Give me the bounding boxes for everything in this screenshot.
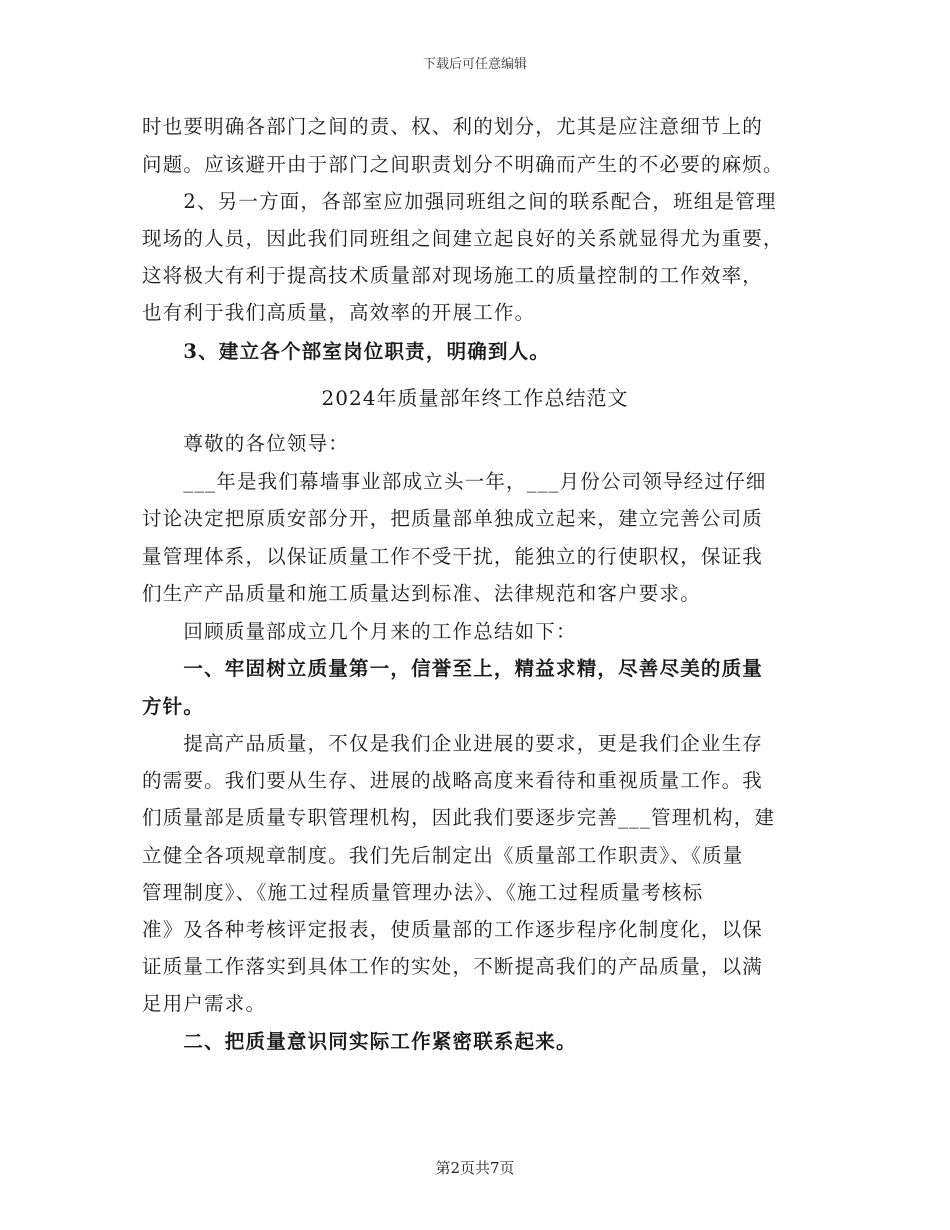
paragraph-line: 提高产品质量，不仅是我们企业进展的要求，更是我们企业生存 <box>142 732 764 755</box>
paragraph-line: 证质量工作落实到具体工作的实处，不断提高我们的产品质量，以满 <box>142 955 764 978</box>
section-heading: 二、把质量意识同实际工作紧密联系起来。 <box>142 1030 577 1053</box>
paragraph-line: 现场的人员，因此我们同班组之间建立起良好的关系就显得尤为重要， <box>142 227 784 250</box>
paragraph-line: 2、另一方面，各部室应加强同班组之间的联系配合，班组是管理 <box>142 190 777 213</box>
paragraph-line: ___年是我们幕墙事业部成立头一年，___月份公司领导经过仔细 <box>142 470 767 493</box>
section-heading: 方针。 <box>142 695 205 718</box>
paragraph-line: 时也要明确各部门之间的责、权、利的划分，尤其是应注意细节上的 <box>142 115 764 138</box>
paragraph-line: 们质量部是质量专职管理机构，因此我们要逐步完善___管理机构，建 <box>142 806 776 829</box>
paragraph-line: 这将极大有利于提高技术质量部对现场施工的质量控制的工作效率， <box>142 264 764 287</box>
paragraph-line: 量管理体系，以保证质量工作不受干扰，能独立的行使职权，保证我 <box>142 545 764 568</box>
paragraph-line: 们生产产品质量和施工质量达到标准、法律规范和客户要求。 <box>142 582 701 605</box>
paragraph-line: 足用户需求。 <box>142 992 267 1015</box>
paragraph-line: 回顾质量部成立几个月来的工作总结如下： <box>142 620 577 643</box>
salutation: 尊敬的各位领导： <box>142 432 350 455</box>
paragraph-line: 也有利于我们高质量，高效率的开展工作。 <box>142 301 536 324</box>
section-heading: 3、建立各个部室岗位职责，明确到人。 <box>142 340 551 363</box>
page-number: 第2页共7页 <box>435 1159 515 1177</box>
paragraph-line: 立健全各项规章制度。我们先后制定出《质量部工作职责》、《质量 <box>142 844 744 867</box>
paragraph-line: 管理制度》、《施工过程质量管理办法》、《施工过程质量考核标 <box>142 881 704 904</box>
paragraph-line: 的需要。我们要从生存、进展的战略高度来看待和重视质量工作。我 <box>142 769 764 792</box>
section-heading: 一、牢固树立质量第一，信誉至上，精益求精，尽善尽美的质量 <box>142 657 764 680</box>
paragraph-line: 讨论决定把原质安部分开，把质量部单独成立起来，建立完善公司质 <box>142 507 764 530</box>
page-header-note: 下载后可任意编辑 <box>422 57 527 72</box>
paragraph-line: 问题。应该避开由于部门之间职责划分不明确而产生的不必要的麻烦。 <box>142 153 784 176</box>
document-title: 2024年质量部年终工作总结范文 <box>321 386 629 410</box>
paragraph-line: 准》及各种考核评定报表，使质量部的工作逐步程序化制度化，以保 <box>142 918 764 941</box>
